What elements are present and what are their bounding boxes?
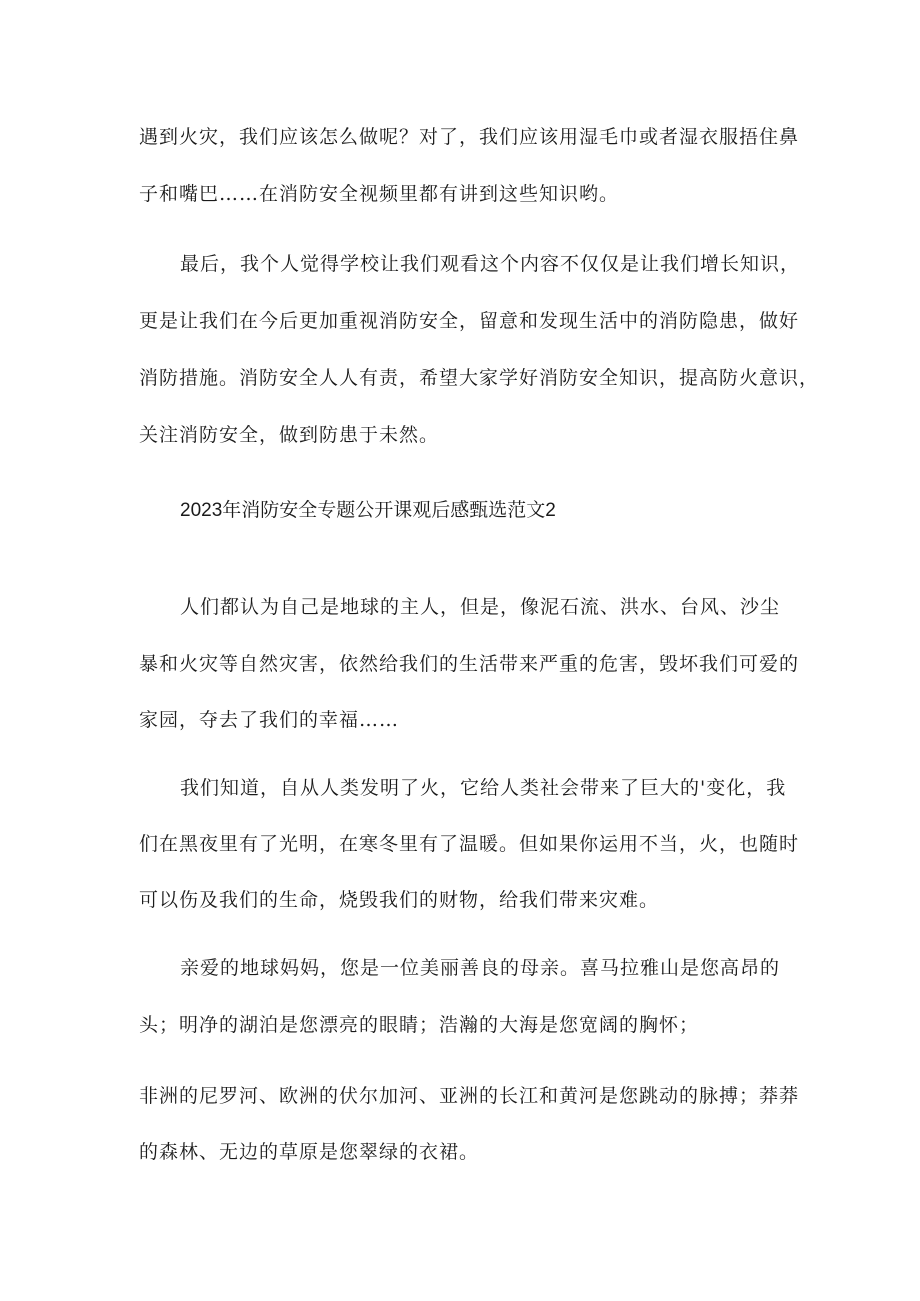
paragraph-3-line-2: 暴和火灾等自然灾害，依然给我们的生活带来严重的危害，毁坏我们可爱的 bbox=[139, 653, 800, 675]
paragraph-4-line-3: 可以伤及我们的生命，烧毁我们的财物，给我们带来灾难。 bbox=[139, 889, 660, 911]
paragraph-2-line-4: 关注消防安全，做到防患于未然。 bbox=[139, 424, 440, 446]
paragraph-6-line-1: 非洲的尼罗河、欧洲的伏尔加河、亚洲的长江和黄河是您跳动的脉搏；莽莽 bbox=[139, 1085, 800, 1107]
paragraph-2-line-2: 更是让我们在今后更加重视消防安全，留意和发现生活中的消防隐患，做好 bbox=[139, 310, 800, 332]
paragraph-4-line-1: 我们知道，自从人类发明了火，它给人类社会带来了巨大的'变化，我 bbox=[180, 777, 787, 799]
paragraph-5-line-1: 亲爱的地球妈妈，您是一位美丽善良的母亲。喜马拉雅山是您高昂的 bbox=[180, 957, 781, 979]
paragraph-2-line-3: 消防措施。消防安全人人有责，希望大家学好消防安全知识，提高防火意识， bbox=[139, 367, 820, 389]
section-heading: 2023年消防安全专题公开课观后感甄选范文2 bbox=[180, 500, 556, 521]
paragraph-1-line-2: 子和嘴巴……在消防安全视频里都有讲到这些知识哟。 bbox=[139, 183, 620, 205]
paragraph-3-line-1: 人们都认为自己是地球的主人，但是，像泥石流、洪水、台风、沙尘 bbox=[180, 596, 781, 618]
paragraph-6-line-2: 的森林、无边的草原是您翠绿的衣裙。 bbox=[139, 1141, 480, 1163]
paragraph-1-line-1: 遇到火灾，我们应该怎么做呢？对了，我们应该用湿毛巾或者湿衣服捂住鼻 bbox=[139, 126, 800, 148]
paragraph-2-line-1: 最后，我个人觉得学校让我们观看这个内容不仅仅是让我们增长知识， bbox=[180, 253, 801, 275]
paragraph-4-line-2: 们在黑夜里有了光明，在寒冬里有了温暖。但如果你运用不当，火，也随时 bbox=[139, 833, 800, 855]
paragraph-3-line-3: 家园，夺去了我们的幸福…… bbox=[139, 709, 400, 731]
paragraph-5-line-2: 头；明净的湖泊是您漂亮的眼睛；浩瀚的大海是您宽阔的胸怀； bbox=[139, 1014, 700, 1036]
